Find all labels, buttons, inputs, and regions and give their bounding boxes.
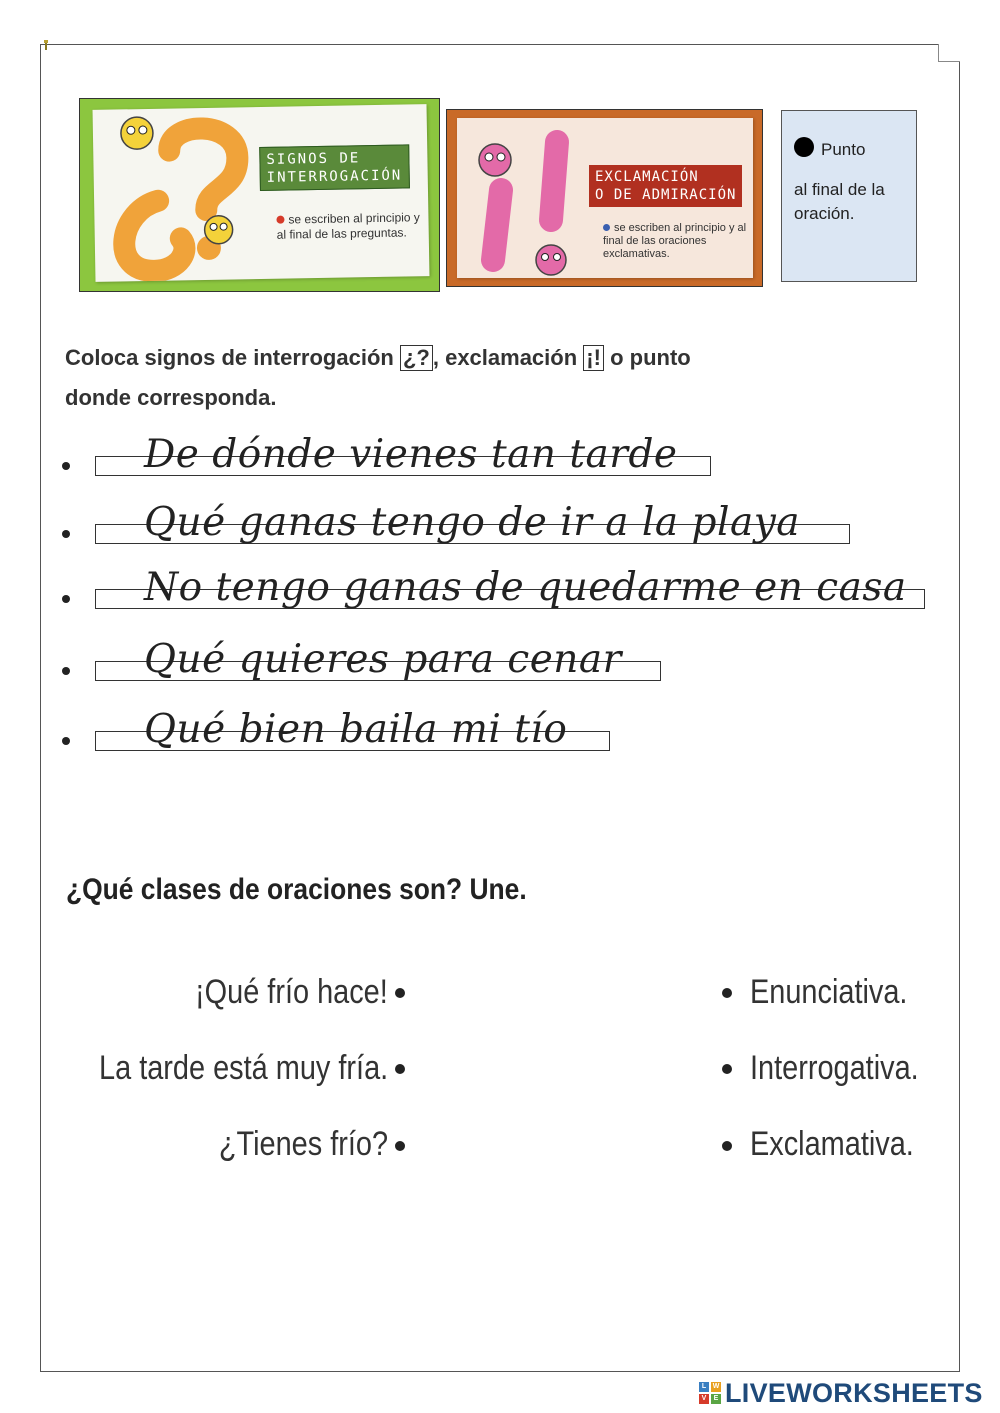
exercise1-instruction-line2: donde corresponda. — [65, 385, 277, 410]
sentence-text: De dónde vienes tan tarde — [144, 432, 678, 477]
interrogation-label-line1: SIGNOS DE — [266, 150, 361, 168]
match-left-dot[interactable] — [395, 1064, 405, 1074]
match-right-dot[interactable] — [722, 1064, 732, 1074]
liveworksheets-logo[interactable] — [699, 1377, 983, 1409]
exercise1-instruction-line1 — [65, 338, 785, 378]
match-right-item: Enunciativa. — [750, 973, 908, 1011]
match-left-item: ¿Tienes frío? — [218, 1125, 388, 1163]
exclamation-mark-character-icon — [459, 120, 589, 280]
exclamation-sign-box: ¡! — [583, 345, 604, 371]
logo-letter: L — [699, 1382, 709, 1392]
question-mark-character-icon — [97, 109, 260, 282]
interrogation-sign-box: ¿? — [400, 345, 433, 371]
match-right-item: Interrogativa. — [750, 1049, 919, 1087]
logo-letter: E — [711, 1394, 721, 1404]
exclamation-card-paper — [457, 118, 753, 278]
exclamation-label-line1: EXCLAMACIÓN — [595, 169, 699, 185]
exclamation-description-text: se escriben al principio y al final de las oraciones exclamativas. — [603, 222, 747, 260]
interrogation-label — [259, 144, 409, 191]
bullet-icon — [62, 595, 70, 603]
interrogation-description — [276, 210, 427, 243]
pin-icon — [43, 40, 49, 50]
logo-letter: V — [699, 1394, 709, 1404]
exercise2-heading: ¿Qué clases de oraciones son? Une. — [66, 873, 527, 906]
match-right-dot[interactable] — [722, 988, 732, 998]
match-left-item: ¡Qué frío hace! — [195, 973, 388, 1011]
logo-letter: W — [712, 1383, 720, 1390]
match-left-dot[interactable] — [395, 1141, 405, 1151]
match-left-dot[interactable] — [395, 988, 405, 998]
red-bullet-icon — [276, 216, 284, 224]
sentence-text: Qué bien baila mi tío — [144, 707, 568, 752]
interrogation-description-text: se escriben al principio y al final de las preguntas. — [276, 210, 420, 242]
punto-description: al final de la oración. — [794, 180, 885, 223]
bullet-icon — [62, 530, 70, 538]
match-right-dot[interactable] — [722, 1141, 732, 1151]
sentence-text: No tengo ganas de quedarme en casa — [144, 565, 907, 610]
interrogation-label-line2: INTERROGACIÓN — [266, 167, 403, 186]
exclamation-description — [603, 222, 758, 261]
liveworksheets-brand: LIVEWORKSHEETS — [725, 1377, 983, 1408]
interrogation-card — [79, 98, 440, 292]
exclamation-label-line2: O DE ADMIRACIÓN — [595, 187, 737, 203]
punto-title: Punto — [821, 140, 866, 159]
instruction-text-3: o punto — [610, 345, 691, 370]
exclamation-card — [446, 109, 763, 287]
liveworksheets-logo-icon — [699, 1382, 721, 1404]
bullet-icon — [62, 667, 70, 675]
match-left-item: La tarde está muy fría. — [98, 1049, 388, 1087]
match-right-item: Exclamativa. — [750, 1125, 914, 1163]
sentence-text: Qué quieres para cenar — [144, 637, 622, 682]
punto-card — [781, 110, 917, 282]
page-corner-fold — [938, 44, 960, 62]
full-stop-icon — [794, 137, 814, 157]
blue-bullet-icon — [603, 224, 610, 231]
interrogation-card-paper — [93, 104, 430, 282]
punto-title-row — [794, 137, 904, 162]
bullet-icon — [62, 462, 70, 470]
instruction-text-1: Coloca signos de interrogación — [65, 345, 394, 370]
bullet-icon — [62, 737, 70, 745]
exercise1-instruction — [65, 338, 785, 418]
sentence-text: Qué ganas tengo de ir a la playa — [144, 500, 800, 545]
instruction-text-2: , exclamación — [432, 345, 578, 370]
exclamation-label — [589, 165, 742, 207]
